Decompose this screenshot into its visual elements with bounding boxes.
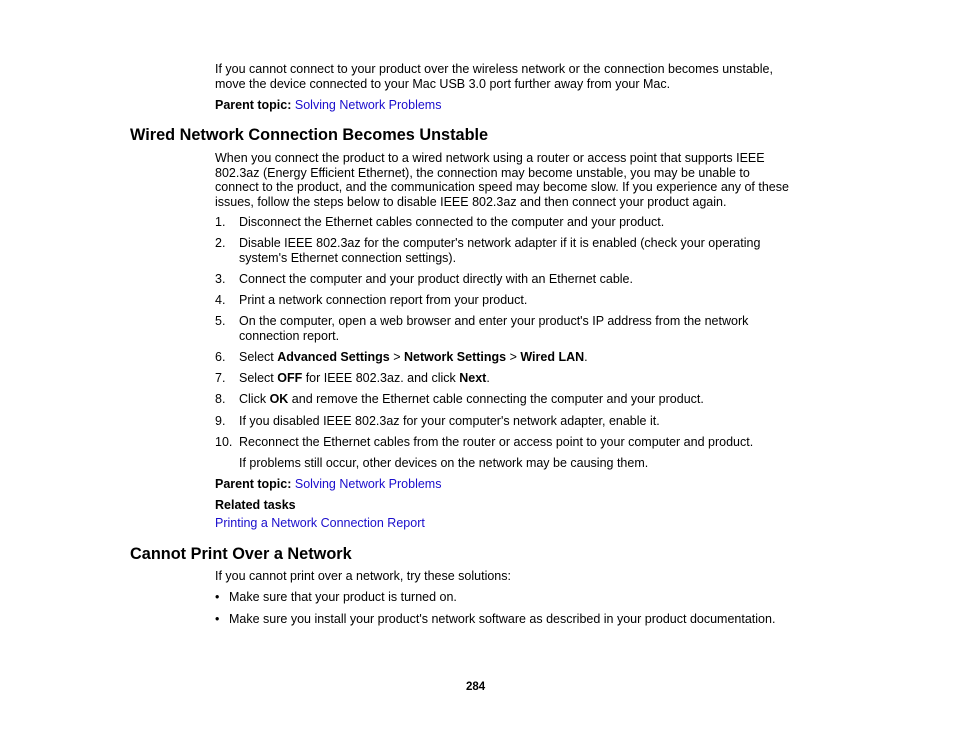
step-text-line: On the computer, open a web browser and enter your product's IP address from the network bbox=[239, 314, 749, 328]
section-heading-wired: Wired Network Connection Becomes Unstable bbox=[130, 126, 489, 144]
parent-topic-2 bbox=[215, 477, 441, 492]
step-text-line: system's Ethernet connection settings). bbox=[239, 250, 457, 265]
step-number: 1. bbox=[215, 215, 226, 229]
option-ok: OK bbox=[269, 392, 289, 406]
step-number: 8. bbox=[215, 392, 226, 406]
step-text-line: connection report. bbox=[239, 328, 340, 343]
step-text bbox=[239, 314, 748, 343]
step-number: 2. bbox=[215, 236, 226, 250]
step-text: Disconnect the Ethernet cables connected to the computer and your product. bbox=[239, 215, 665, 229]
step-text: Reconnect the Ethernet cables from the router or access point to your computer and product. bbox=[239, 435, 754, 449]
step-number: 7. bbox=[215, 371, 226, 385]
step-number: 4. bbox=[215, 293, 226, 307]
step-text bbox=[239, 236, 760, 265]
bullet-text: Make sure that your product is turned on. bbox=[229, 590, 457, 604]
wired-desc-line-4: issues, follow the steps below to disable IEEE 802.3az and then connect your product again. bbox=[215, 195, 727, 210]
step-text: If you disabled IEEE 802.3az for your computer's network adapter, enable it. bbox=[239, 414, 660, 428]
parent-topic-label: Parent topic: bbox=[215, 98, 292, 112]
intro-line-1: If you cannot connect to your product over the wireless network or the connection becomes unstable, bbox=[215, 62, 773, 76]
step-text-line: Disable IEEE 802.3az for the computer's network adapter if it is enabled (check your operating bbox=[239, 236, 761, 250]
step-text-part: Select bbox=[239, 350, 278, 364]
step-text bbox=[239, 392, 704, 407]
step-text-part: Select bbox=[239, 371, 278, 385]
related-task-link[interactable]: Printing a Network Connection Report bbox=[215, 516, 425, 530]
option-next: Next bbox=[459, 371, 487, 385]
page-number: 284 bbox=[466, 681, 486, 693]
step-number: 5. bbox=[215, 314, 226, 328]
wired-desc-line-2: 802.3az (Energy Efficient Ethernet), the connection may become unstable, you may be unable to bbox=[215, 165, 750, 180]
step-text-part: . bbox=[486, 371, 490, 385]
option-off: OFF bbox=[277, 371, 303, 385]
step-text-part: for IEEE 802.3az. and click bbox=[302, 371, 460, 385]
intro-line-2: move the device connected to your Mac USB 3.0 port further away from your Mac. bbox=[215, 76, 671, 91]
step-number: 6. bbox=[215, 350, 226, 364]
parent-topic-link[interactable]: Solving Network Problems bbox=[294, 98, 442, 112]
step-text-part: Click bbox=[239, 392, 270, 406]
step-number: 9. bbox=[215, 414, 226, 428]
menu-path-advanced-settings: Advanced Settings bbox=[277, 350, 390, 364]
related-tasks-label-text: Related tasks bbox=[215, 498, 296, 512]
related-tasks-label bbox=[215, 498, 296, 513]
wired-desc-line-1: When you connect the product to a wired network using a router or access point that supports IEEE bbox=[215, 151, 765, 165]
troubleshoot-note: If problems still occur, other devices on the network may be causing them. bbox=[239, 456, 649, 470]
step-text: Connect the computer and your product directly with an Ethernet cable. bbox=[239, 272, 633, 286]
menu-path-network-settings: Network Settings bbox=[404, 350, 507, 364]
section-heading-cannot-print: Cannot Print Over a Network bbox=[130, 545, 352, 563]
bullet-text: Make sure you install your product's network software as described in your product documentation. bbox=[229, 612, 776, 626]
step-text bbox=[239, 350, 588, 365]
step-number: 3. bbox=[215, 272, 226, 286]
parent-topic-label: Parent topic: bbox=[215, 477, 292, 491]
wired-desc-line-3: connect to the product, and the communication speed may become slow. If you experience any of these bbox=[215, 180, 789, 195]
step-text-part: . bbox=[584, 350, 588, 364]
intro-paragraph bbox=[215, 62, 773, 91]
step-text: Print a network connection report from your product. bbox=[239, 293, 528, 307]
bullet-icon: • bbox=[215, 590, 220, 604]
step-text-part: > bbox=[506, 350, 521, 364]
parent-topic-1 bbox=[215, 98, 441, 113]
cannot-print-intro: If you cannot print over a network, try these solutions: bbox=[215, 569, 511, 583]
bullet-icon: • bbox=[215, 612, 220, 626]
step-text bbox=[239, 371, 490, 386]
menu-path-wired-lan: Wired LAN bbox=[520, 350, 585, 364]
wired-description bbox=[215, 151, 789, 210]
step-number: 10. bbox=[215, 435, 233, 449]
step-text-part: > bbox=[389, 350, 404, 364]
step-text-part: and remove the Ethernet cable connecting the computer and your product. bbox=[288, 392, 704, 406]
parent-topic-link[interactable]: Solving Network Problems bbox=[294, 477, 442, 491]
